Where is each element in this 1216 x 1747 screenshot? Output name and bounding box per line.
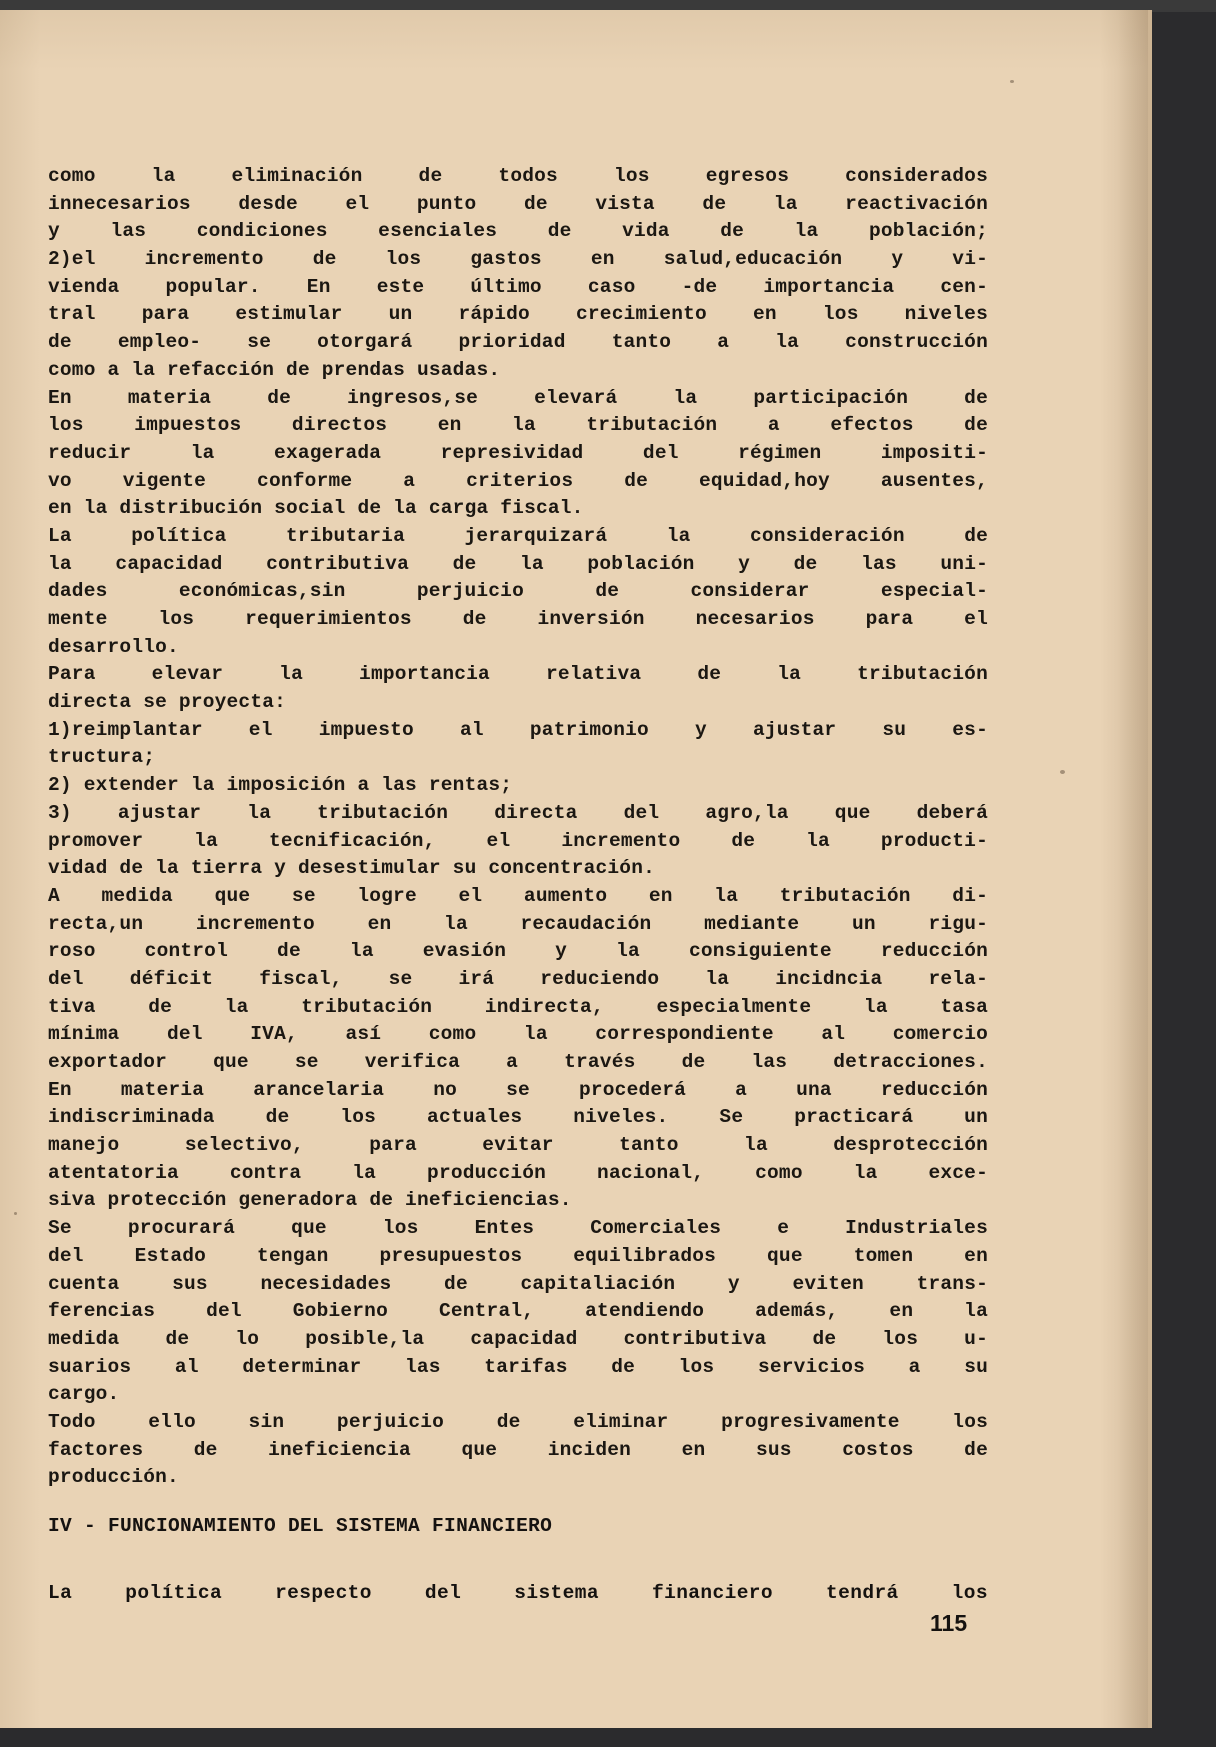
- text-line: mínima del IVA, así como la correspondiente al comercio: [48, 1023, 988, 1046]
- text-line: 1)reimplantar el impuesto al patrimonio y ajustar su es-: [48, 718, 988, 741]
- text-line: medida de lo posible,la capacidad contributiva de los u-: [48, 1327, 988, 1350]
- text-line: En materia arancelaria no se procederá a una reducción: [48, 1078, 988, 1101]
- text-line: suarios al determinar las tarifas de los servicios a su: [48, 1355, 988, 1378]
- page-number: 115: [930, 1610, 968, 1636]
- text-line: 2) extender la imposición a las rentas;: [48, 774, 513, 797]
- text-line: cuenta sus necesidades de capitaliación y eviten trans-: [48, 1272, 988, 1295]
- text-line: manejo selectivo, para evitar tanto la desprotección: [48, 1134, 988, 1157]
- text-line: dades económicas,sin perjuicio de considerar especial-: [48, 580, 988, 603]
- text-line: del Estado tengan presupuestos equilibrados que tomen en: [48, 1244, 988, 1267]
- text-line: la capacidad contributiva de la población y de las uni-: [48, 552, 988, 575]
- text-line: tiva de la tributación indirecta, especialmente la tasa: [48, 995, 988, 1018]
- text-line: En materia de ingresos,se elevará la participación de: [48, 386, 988, 409]
- text-line: tructura;: [48, 746, 156, 769]
- text-line: cargo.: [48, 1383, 120, 1406]
- text-line: vo vigente conforme a criterios de equidad,hoy ausentes,: [48, 469, 988, 492]
- text-line: directa se proyecta:: [48, 691, 287, 714]
- text-line: exportador que se verifica a través de las detracciones.: [48, 1051, 988, 1073]
- text-line: La política tributaria jerarquizará la consideración de: [48, 524, 988, 547]
- text-line: los impuestos directos en la tributación a efectos de: [48, 414, 988, 437]
- text-line: factores de ineficiencia que inciden en sus costos de: [48, 1438, 988, 1461]
- text-line: promover la tecnificación, el incremento de la producti-: [48, 829, 988, 852]
- text-line: Para elevar la importancia relativa de la tributación: [48, 663, 988, 686]
- text-line: A medida que se logre el aumento en la tributación di-: [48, 884, 988, 907]
- text-line: vienda popular. En este último caso -de importancia cen-: [48, 275, 988, 298]
- text-line: como a la refacción de prendas usadas.: [48, 358, 501, 381]
- text-line: recta,un incremento en la recaudación mediante un rigu-: [48, 912, 988, 935]
- text-line: en la distribución social de la carga fiscal.: [48, 497, 584, 520]
- text-line: Todo ello sin perjuicio de eliminar progresivamente los: [48, 1410, 988, 1433]
- text-line: La política respecto del sistema financiero tendrá los: [48, 1582, 988, 1604]
- text-line: 3) ajustar la tributación directa del agro,la que deberá: [48, 801, 988, 824]
- text-line: reducir la exagerada represividad del régimen impositi-: [48, 441, 988, 464]
- body-text: [48, 163, 988, 1492]
- text-line: 2)el incremento de los gastos en salud,educación y vi-: [48, 248, 988, 271]
- text-line: de empleo- se otorgará prioridad tanto a la construcción: [48, 331, 988, 354]
- text-line: innecesarios desde el punto de vista de la reactivación: [48, 192, 988, 215]
- text-line: indiscriminada de los actuales niveles. Se practicará un: [48, 1106, 988, 1129]
- text-line: como la eliminación de todos los egresos considerados: [48, 165, 988, 187]
- text-line: roso control de la evasión y la consiguiente reducción: [48, 940, 988, 963]
- text-line: siva protección generadora de ineficiencias.: [48, 1189, 572, 1212]
- paper-speck: [1060, 770, 1065, 774]
- text-line: tral para estimular un rápido crecimiento en los niveles: [48, 303, 988, 326]
- text-line: mente los requerimientos de inversión necesarios para el: [48, 608, 988, 630]
- page-edge-shadow: [1100, 10, 1148, 1728]
- text-line: producción.: [48, 1466, 179, 1489]
- text-line: y las condiciones esenciales de vida de la población;: [48, 220, 988, 243]
- text-line: Se procurará que los Entes Comerciales e Industriales: [48, 1217, 988, 1240]
- text-line: vidad de la tierra y desestimular su concentración.: [48, 857, 655, 880]
- section-heading: IV - FUNCIONAMIENTO DEL SISTEMA FINANCIERO: [48, 1515, 553, 1537]
- text-line: del déficit fiscal, se irá reduciendo la incidncia rela-: [48, 967, 988, 990]
- text-line: atentatoria contra la producción nacional, como la exce-: [48, 1161, 988, 1184]
- text-line: desarrollo.: [48, 635, 179, 658]
- paper-speck: [1010, 80, 1014, 83]
- text-line: ferencias del Gobierno Central, atendiendo además, en la: [48, 1300, 988, 1323]
- paper-speck: [14, 1212, 17, 1215]
